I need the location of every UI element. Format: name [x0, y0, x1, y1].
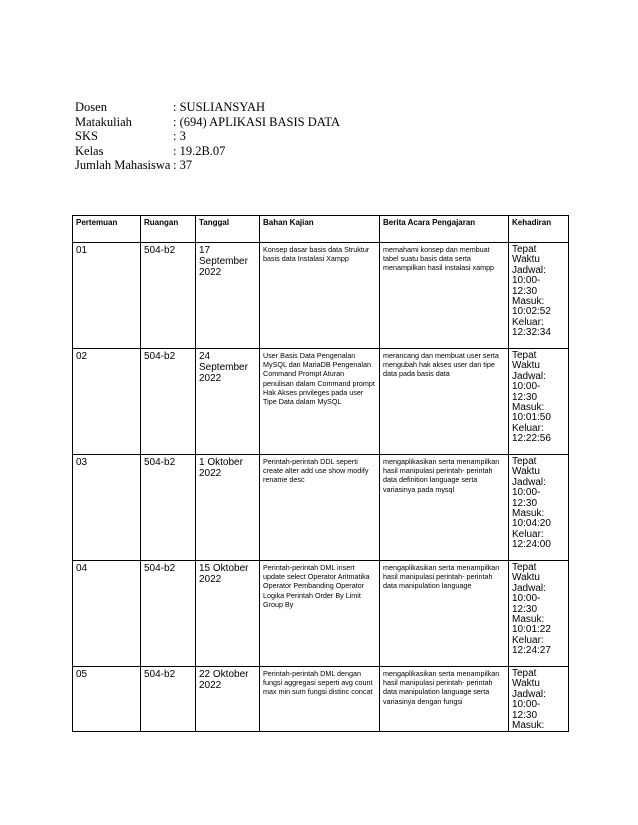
cell-berita-acara: memahami konsep dan membuat tabel suatu basis data serta menampilkan hasil instalasi xampp	[380, 243, 509, 349]
cell-pertemuan: 05	[73, 667, 141, 732]
cell-pertemuan: 03	[73, 455, 141, 561]
kehadiran-masuk: Masuk: 10:01:50	[512, 402, 551, 424]
table-row	[73, 561, 569, 667]
cell-tanggal: 1 Oktober 2022	[196, 455, 260, 561]
cell-berita-acara: mengaplikasikan serta menampilkan hasil manipulasi perintah- perintah data definition language serta variasinya pada mysql	[380, 455, 509, 561]
header-kehadiran: Kehadiran	[509, 216, 569, 243]
cell-ruangan: 504-b2	[141, 349, 196, 455]
table-row	[73, 349, 569, 455]
attendance-table	[72, 215, 569, 732]
cell-bahan-kajian: Perintah-perintah DDL seperti create alter add use show modify rename desc	[260, 455, 380, 561]
kehadiran-status: Tepat Waktu	[512, 456, 540, 478]
cell-ruangan: 504-b2	[141, 455, 196, 561]
info-value: : 37	[173, 158, 193, 172]
cell-pertemuan: 02	[73, 349, 141, 455]
info-label: Dosen	[75, 100, 107, 114]
header-ruangan: Ruangan	[141, 216, 196, 243]
cell-tanggal: 24 September 2022	[196, 349, 260, 455]
kehadiran-jadwal: Jadwal: 10:00-12:30	[512, 370, 546, 403]
header-bahan-kajian: Bahan Kajian	[260, 216, 380, 243]
info-value: : 3	[173, 129, 186, 143]
header-berita-acara: Berita Acara Pengajaran	[380, 216, 509, 243]
kehadiran-keluar: Keluar: 12:22:56	[512, 422, 551, 445]
cell-pertemuan: 01	[73, 243, 141, 349]
cell-bahan-kajian: Konsep dasar basis data Struktur basis data Instalasi Xampp	[260, 243, 380, 349]
kehadiran-status: Tepat Waktu	[512, 244, 540, 266]
kehadiran-masuk: Masuk: 10:01:22	[512, 614, 551, 636]
cell-kehadiran	[509, 455, 569, 561]
info-row-jumlah-mahasiswa	[75, 158, 340, 173]
kehadiran-keluar: Keluar: 12:24:00	[512, 528, 551, 551]
kehadiran-jadwal: Jadwal: 10:00-12:30	[512, 688, 546, 721]
info-row-dosen	[75, 100, 340, 115]
kehadiran-masuk: Masuk: 10:02:52	[512, 296, 551, 318]
kehadiran-jadwal: Jadwal: 10:00-12:30	[512, 264, 546, 297]
table-row	[73, 455, 569, 561]
cell-berita-acara: mengaplikasikan serta menampilkan hasil manipulasi perintah- perintah data manipulation language	[380, 561, 509, 667]
info-label: Kelas	[75, 143, 104, 158]
info-value: : (694) APLIKASI BASIS DATA	[173, 114, 341, 129]
cell-bahan-kajian: Perintah-perintah DML insert update select Operator Aritmatika Operator Pembanding Operator Logika Perintah Order By Limit Group By	[260, 561, 380, 667]
cell-tanggal: 17 September 2022	[196, 243, 260, 349]
kehadiran-masuk: Masuk: 10:04:20	[512, 508, 551, 530]
kehadiran-jadwal: Jadwal: 10:00-12:30	[512, 582, 546, 615]
info-row-sks	[75, 129, 340, 144]
cell-kehadiran	[509, 243, 569, 349]
info-row-matakuliah	[75, 115, 340, 130]
cell-ruangan: 504-b2	[141, 561, 196, 667]
kehadiran-status: Tepat Waktu	[512, 350, 540, 372]
table-row	[73, 243, 569, 349]
cell-berita-acara: merancang dan membuat user serta mengubah hak akses user dan tipe data pada basis data	[380, 349, 509, 455]
header-pertemuan: Pertemuan	[73, 216, 141, 243]
course-info	[75, 100, 340, 173]
kehadiran-keluar: Keluar: 12:24:27	[512, 634, 551, 657]
cell-ruangan: 504-b2	[141, 243, 196, 349]
kehadiran-status: Tepat Waktu	[512, 668, 540, 690]
cell-kehadiran	[509, 349, 569, 455]
table-row	[73, 667, 569, 732]
cell-ruangan: 504-b2	[141, 667, 196, 732]
cell-bahan-kajian: User Basis Data Pengenalan MySQL dan MariaDB Pengenalan Command Prompt Aturan penulisan dalam Command prompt Hak Akses privileges pada user Tipe Data dalam MySQL	[260, 349, 380, 455]
info-label: Jumlah Mahasiswa	[75, 158, 171, 172]
cell-tanggal: 22 Oktober 2022	[196, 667, 260, 732]
cell-bahan-kajian: Perintah-perintah DML dengan fungsi aggregasi seperti avg count max min sum fungsi distinc concat	[260, 667, 380, 732]
info-value: : SUSLIANSYAH	[173, 100, 266, 114]
table-header-row	[73, 216, 569, 243]
kehadiran-keluar: Keluar: 12:32:34	[512, 316, 551, 339]
header-tanggal: Tanggal	[196, 216, 260, 243]
cell-tanggal: 15 Oktober 2022	[196, 561, 260, 667]
cell-kehadiran	[509, 667, 569, 732]
kehadiran-masuk: Masuk:	[512, 720, 545, 732]
kehadiran-status: Tepat Waktu	[512, 562, 540, 584]
cell-pertemuan: 04	[73, 561, 141, 667]
cell-berita-acara: mengaplikasikan serta menampilkan hasil manipulasi perintah- perintah data manipulation language serta variasinya dengan fungsi	[380, 667, 509, 732]
cell-kehadiran	[509, 561, 569, 667]
info-label: SKS	[75, 129, 98, 143]
kehadiran-jadwal: Jadwal: 10:00-12:30	[512, 476, 546, 509]
info-value: : 19.2B.07	[173, 143, 226, 158]
info-label: Matakuliah	[75, 114, 132, 129]
info-row-kelas	[75, 144, 340, 159]
